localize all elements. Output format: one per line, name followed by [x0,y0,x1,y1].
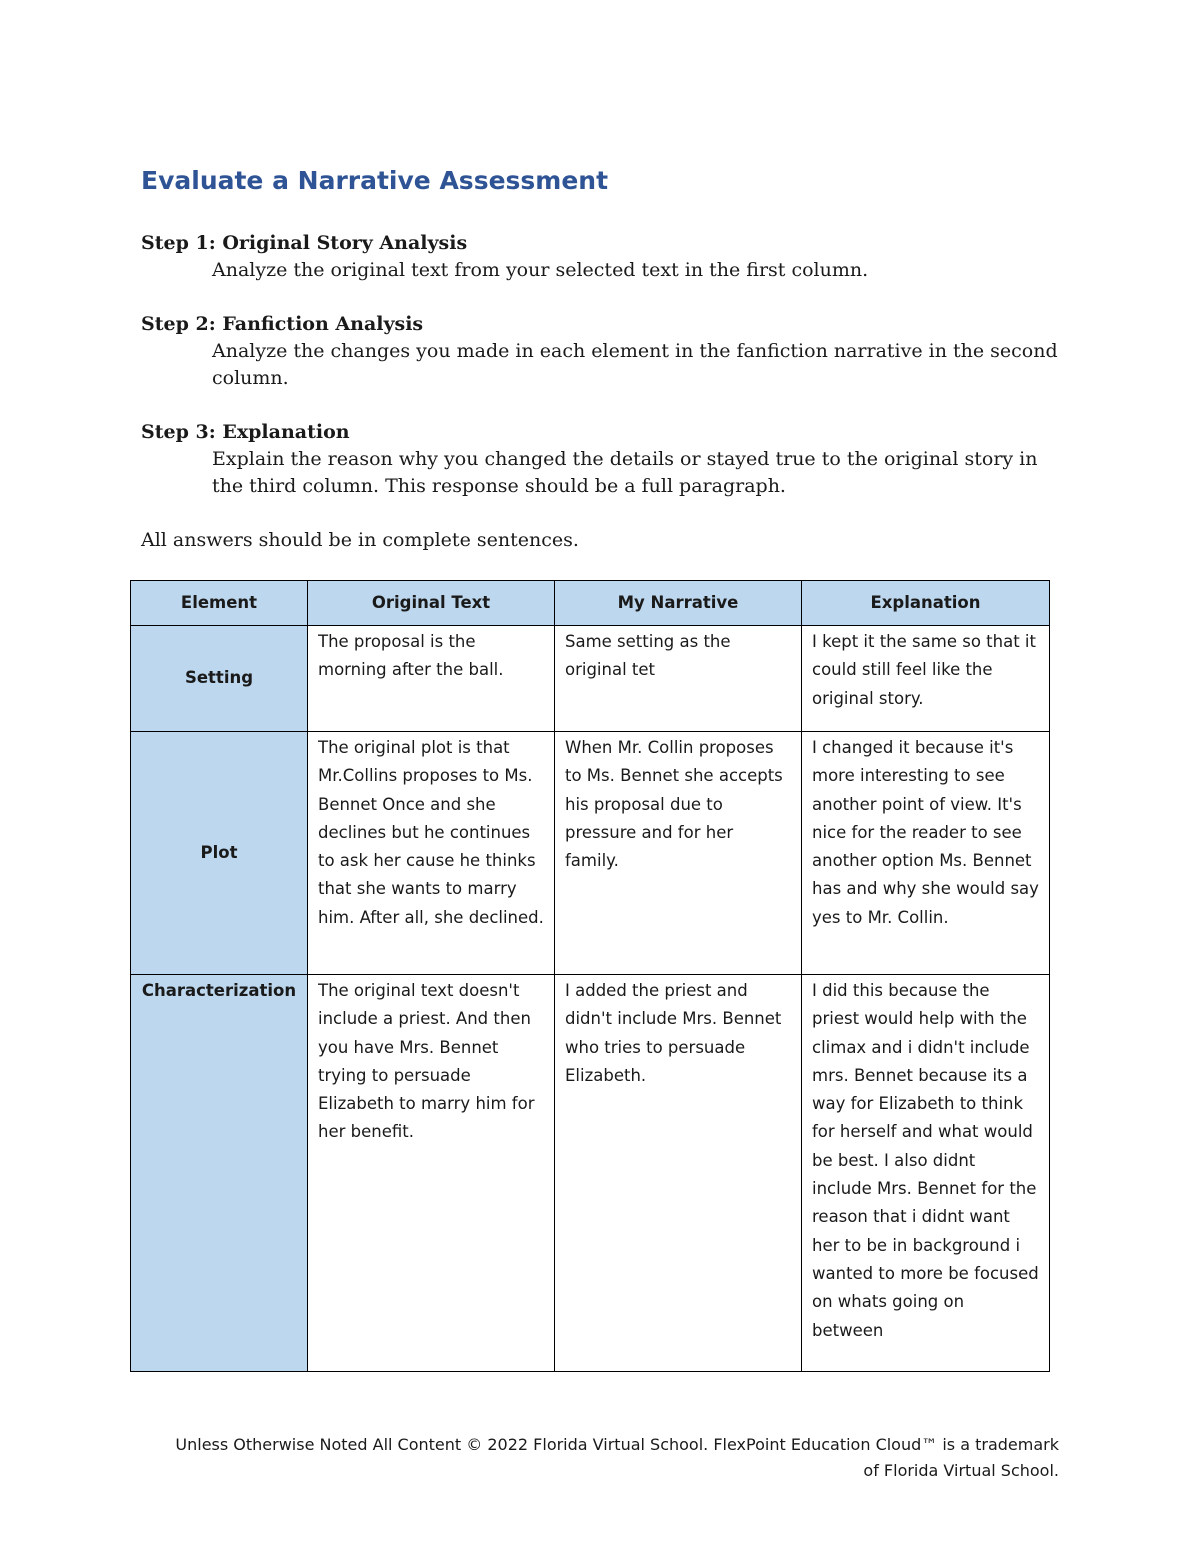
cell-text: The original text doesn't include a priest. And then you have Mrs. Bennet trying to persuade Elizabeth to marry him for her benefit. [318,981,535,1142]
instructions [141,230,1061,527]
explanation-cell [802,732,1050,975]
cell-text: The original plot is that Mr.Collins proposes to Ms. Bennet Once and she declines but he continues to ask her cause he thinks that she wants to marry him. After all, she declined. [318,738,544,927]
step-3 [141,419,1061,500]
step-description: Analyze the original text from your selected text in the first column. [212,259,869,281]
table-row-plot [131,732,1050,975]
cell-text: Same setting as the original tet [565,632,731,680]
step-description: Analyze the changes you made in each element in the fanfiction narrative in the second column. [212,340,1058,389]
cell-text: I kept it the same so that it could still feel like the original story. [812,632,1036,708]
step-heading: Step 3: Explanation [141,421,350,443]
row-label-setting: Setting [131,626,308,732]
step-description: Explain the reason why you changed the details or stayed true to the original story in the third column. This response should be a full paragraph. [212,448,1038,497]
cell-text: I added the priest and didn't include Mrs. Bennet who tries to persuade Elizabeth. [565,981,782,1085]
step-heading: Step 1: Original Story Analysis [141,232,468,254]
original-text-cell [308,975,555,1372]
original-text-cell [308,732,555,975]
step-1 [141,230,1061,284]
column-header-original-text: Original Text [308,581,555,626]
step-heading: Step 2: Fanfiction Analysis [141,313,424,335]
page-title: Evaluate a Narrative Assessment [141,166,609,195]
explanation-cell [802,975,1050,1372]
column-header-explanation: Explanation [802,581,1050,626]
cell-text: The proposal is the morning after the ball. [318,632,504,680]
explanation-cell [802,626,1050,732]
cell-text: When Mr. Collin proposes to Ms. Bennet she accepts his proposal due to pressure and for her family. [565,738,783,871]
cell-text: I did this because the priest would help with the climax and i didn't include mrs. Bennet because its a way for Elizabeth to think for herself and what would be best. I also didnt include Mrs. Bennet for the reason that i didnt want her to be in background i wanted to more be focused on whats going on between [812,981,1039,1340]
row-label-plot: Plot [131,732,308,975]
row-label-characterization: Characterization [131,975,308,1372]
original-text-cell [308,626,555,732]
complete-sentences-note: All answers should be in complete sentences. [141,529,579,551]
step-2 [141,311,1061,392]
analysis-table [130,580,1050,1372]
table-header-row [131,581,1050,626]
cell-text: I changed it because it's more interesting to see another point of view. It's nice for the reader to see another option Ms. Bennet has and why she would say yes to Mr. Collin. [812,738,1039,927]
my-narrative-cell [555,975,802,1372]
table-row-setting [131,626,1050,732]
copyright-footer: Unless Otherwise Noted All Content © 2022 Florida Virtual School. FlexPoint Education Cloud™ is a trademark of Florida Virtual School. [175,1435,1059,1480]
column-header-my-narrative: My Narrative [555,581,802,626]
column-header-element: Element [131,581,308,626]
table-row-characterization [131,975,1050,1372]
my-narrative-cell [555,626,802,732]
my-narrative-cell [555,732,802,975]
